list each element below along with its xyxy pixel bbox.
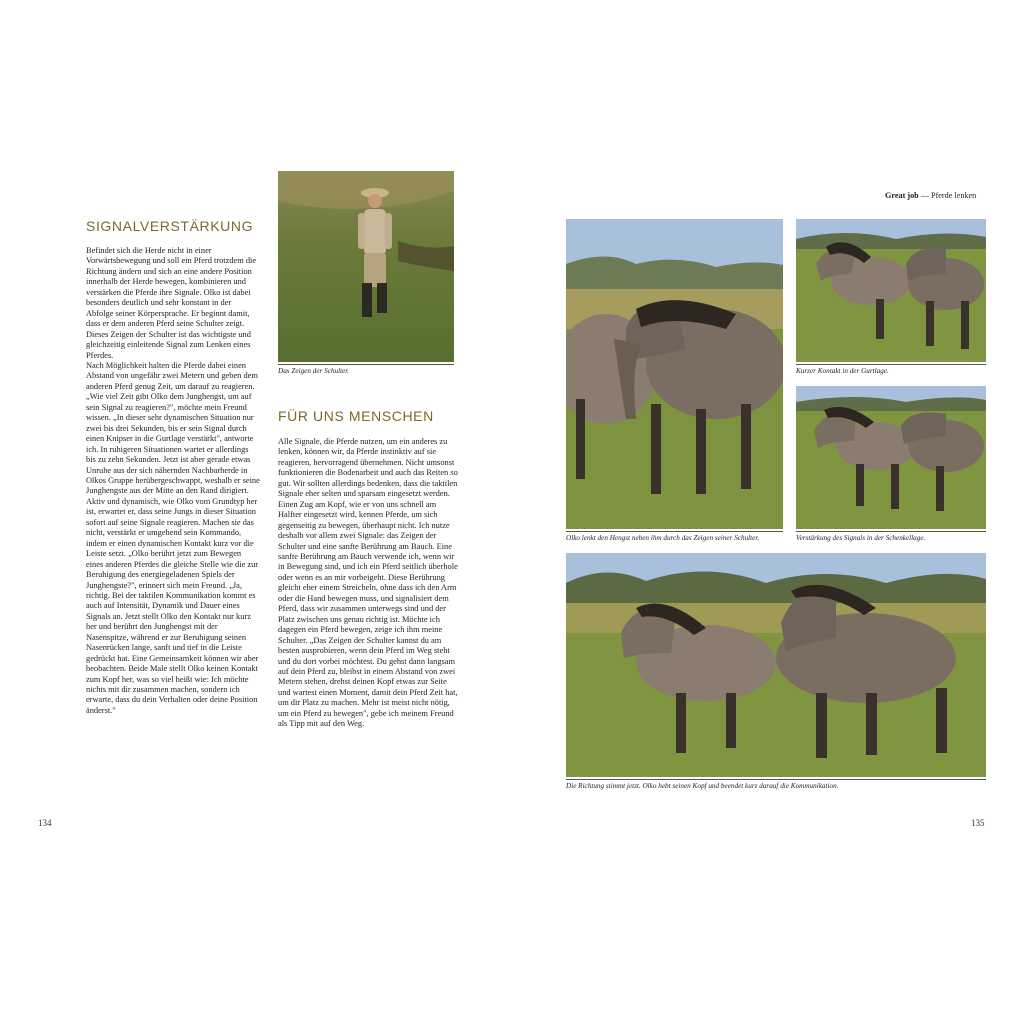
photo-person-showing-shoulder	[278, 171, 454, 362]
caption-rule	[278, 364, 454, 365]
photo-olko-steering-stallion	[566, 219, 783, 529]
caption-large-left: Olko lenkt den Hengst neben ihm durch das Zeigen seiner Schulter.	[566, 534, 760, 542]
photo-short-contact-girth	[796, 219, 986, 362]
section-heading-fuer-uns-menschen: FÜR UNS MENSCHEN	[278, 408, 434, 424]
caption-rule	[796, 531, 986, 532]
paragraph: Befindet sich die Herde nicht in einer Vorwärtsbewegung und soll ein Pferd trotzdem die Richtung ändern und sich an eine andere Position innerhalb der Herde bewegen, kombinieren und verstärken die Pferde ihre Signale. Olko ist dabei besonders deutlich und sehr konstant in der Abfolge seiner Körpersprache. Er beginnt damit, dass er dem anderen Pferd seine Schulter zeigt. Dieses Zeigen der Schulter ist das wichtigste und gleichzeitig einleitende Signal zum Lenken eines Pferdes.	[86, 246, 257, 360]
left-column-text	[86, 246, 260, 716]
caption-top-right: Kurzer Kontakt in der Gurtlage.	[796, 367, 889, 375]
running-header-book: Great job	[885, 191, 919, 200]
running-header	[885, 191, 976, 200]
section-heading-signalverstaerkung: SIGNALVERSTÄRKUNG	[86, 218, 254, 234]
paragraph: Nach Möglichkeit halten die Pferde dabei einen Abstand von ungefähr zwei Metern und geben dem anderen Pferd genug Zeit, um darauf zu reagieren. „Wie viel Zeit gibt Olko dem Junghengst, um auf sein Signal zu reagieren?", möchte mein Freund wissen. „In dieser sehr dynamischen Situation nur zwei bis drei Sekunden, bis er sein Signal durch einen Knipser in die Gurtlage verstärkt", antworte ich. In ruhigeren Situationen wartet er allerdings bis zu zehn Sekunden. Jetzt ist aber gerade etwas Unruhe aus der sich nähernden Nachbarherde in Olkos Gruppe herübergeschwappt, weshalb er seine Junghengste aus der Mitte an den Rand dirigiert. Aktiv und dynamisch, wie Olko vom Grundtyp her ist, erwartet er, dass seine Jungs in dieser Situation sofort auf seine Signale reagieren. Machen sie das nicht, verstärkt er umgehend sein Kommando, indem er einen dynamischen Kontakt kurz vor die Leiste setzt. „Olko berührt jetzt zum Bewegen eines anderen Pferdes die gleiche Stelle wie die zur Beruhigung des energiegeladenen Spiels der Junghengste?", erinnert sich mein Freund. „Ja, richtig. Bei der taktilen Kommunikation kommt es auch auf Intensität, Dynamik und Dauer eines Signals an. Jetzt stellt Olko den Kontakt nur kurz her und berührt den Junghengst mit der Nasenspitze, während er zur Beruhigung seinen Nasenrücken lange, sanft und tief in die Leiste gedrückt hat. Eine Gemeinsamkeit können wir aber beobachten. Beide Male stellt Olko keinen Kontakt zum Kopf her, was so viel heißt wie: Ich möchte nichts mit dir zusammen machen, sondern ich erwarte, dass du dein Verhalten oder deine Position änderst."	[86, 360, 260, 715]
caption-person-photo: Das Zeigen der Schulter.	[278, 367, 350, 375]
photo-signal-reinforcement-flank	[796, 386, 986, 529]
paragraph: Alle Signale, die Pferde nutzen, um ein anderes zu lenken, können wir, da Pferde instinktiv auf sie reagieren, hervorragend übernehmen. Nicht umsonst funktionieren die Bodenarbeit und auch das Reiten so gut. Wir sollten allerdings bedenken, dass die taktilen Signale eher selten und sparsam eingesetzt werden. Einen Zug am Kopf, wie er von uns schnell am Halfter eingesetzt wird, kennen Pferde, um sich gegenseitig zu bewegen, überhaupt nicht. Ich nutze deshalb vor allem zwei Signale: das Zeigen der Schulter und eine sanfte Berührung am Bauch. Eine sanfte Berührung am Bauch verwende ich, wenn wir in Bewegung sind, und ich ein Pferd seitlich überhole oder wenn es an mir vorbeigeht. Diese Berührung gleicht eher einem Streicheln, ohne dass ich den Arm oder die Hand bewegen muss, und signalisiert dem Pferd, dass wir zusammen unterwegs sind und der Platz zwischen uns genau richtig ist. Möchte ich dagegen ein Pferd bewegen, zeige ich ihm meine Schulter. „Das Zeigen der Schulter kannst du am besten ausprobieren, wenn dein Pferd im Weg steht und du dort vorbei möchtest. Du gehst dann langsam auf dein Pferd zu, bleibst in einem Abstand von zwei Metern stehen, drehst deinen Kopf etwas zur Seite und wartest einen Moment, damit dein Pferd Zeit hat, um dir Platz zu machen. Mehr ist meist nicht nötig, um ein Pferd zu bewegen", gebe ich meinem Freund als Tipp mit auf den Weg.	[278, 437, 458, 729]
caption-rule	[566, 531, 783, 532]
caption-middle-right: Verstärkung des Signals in der Schenkellage.	[796, 534, 926, 542]
caption-rule	[566, 779, 986, 780]
running-header-separator: —	[920, 191, 929, 200]
caption-bottom-wide: Die Richtung stimmt jetzt. Olko hebt seinen Kopf und beendet kurz darauf die Kommunikation.	[566, 782, 839, 790]
caption-rule	[796, 364, 986, 365]
page-number-right: 135	[971, 818, 985, 828]
photo-direction-correct	[566, 553, 986, 777]
running-header-chapter: Pferde lenken	[931, 191, 977, 200]
middle-column-text	[278, 437, 458, 730]
page-number-left: 134	[38, 818, 52, 828]
